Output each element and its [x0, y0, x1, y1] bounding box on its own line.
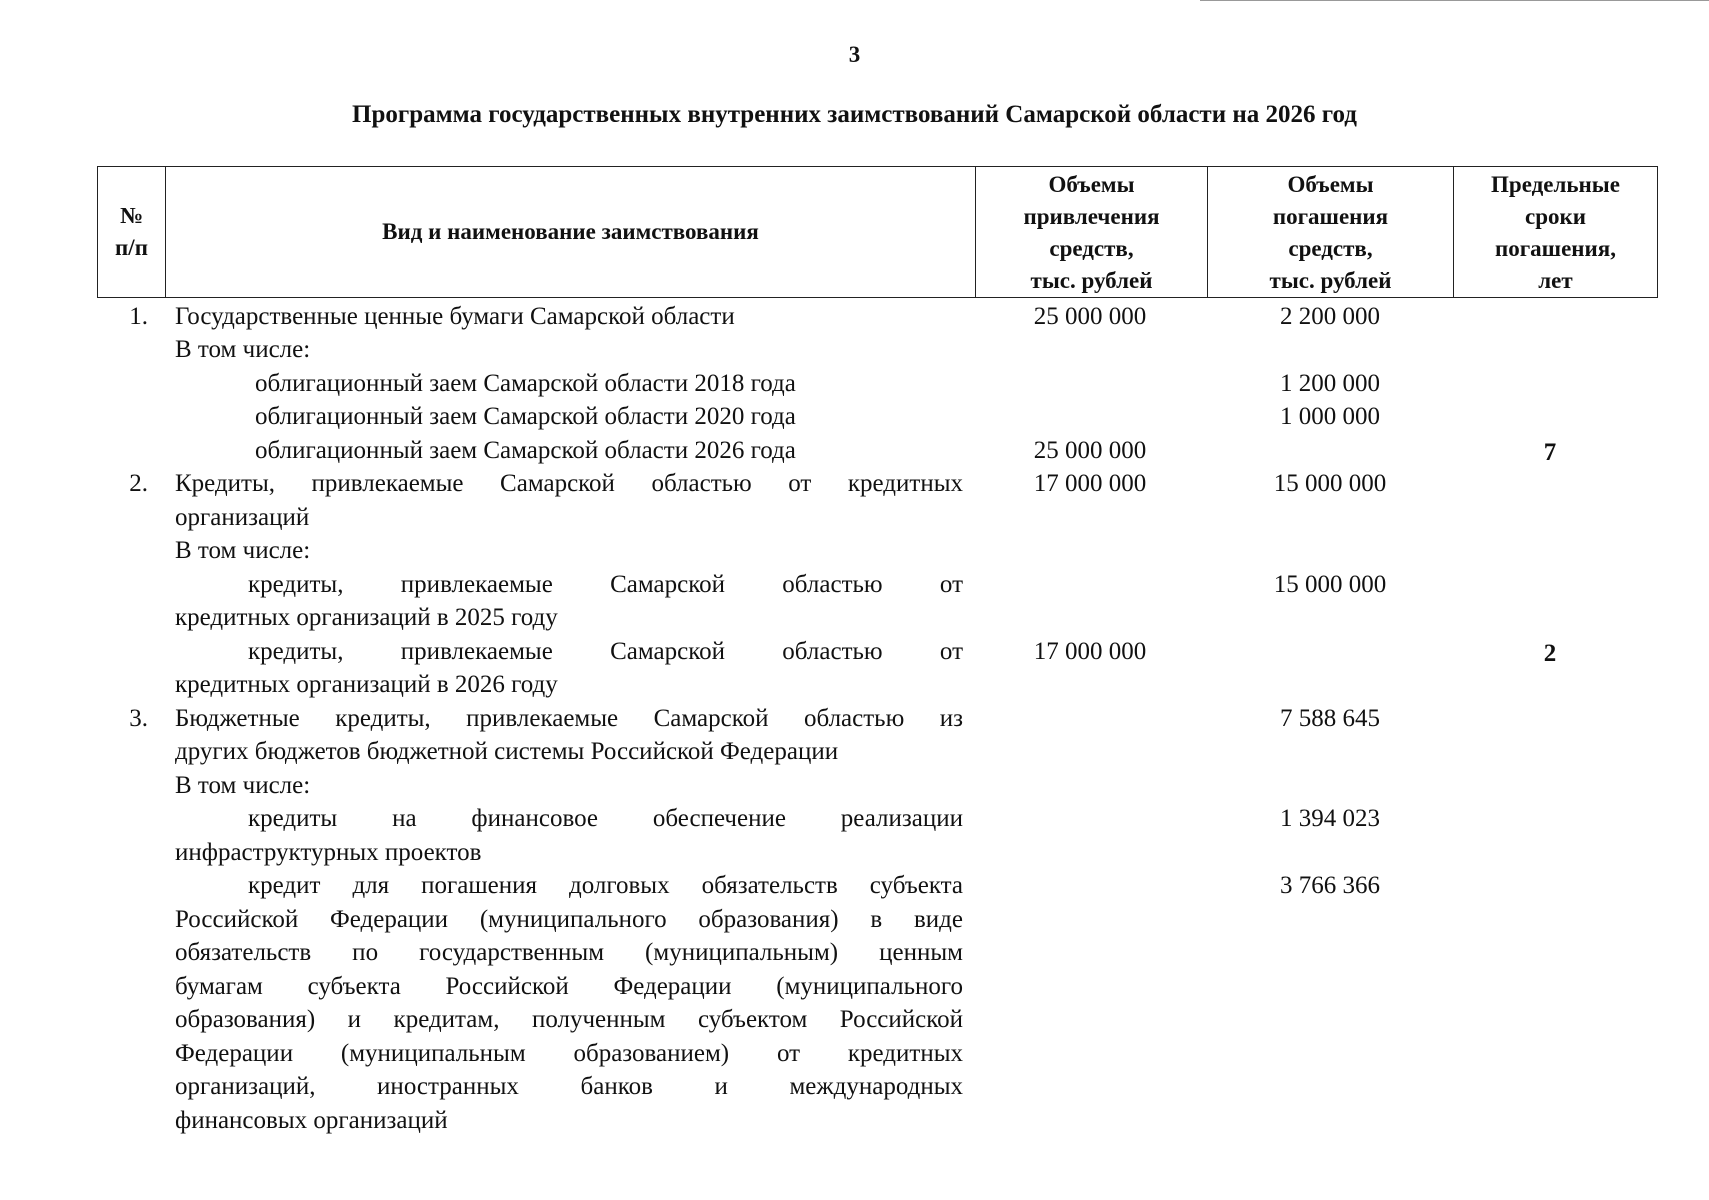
- row-text-cont: Российской Федерации (муниципального образования) в виде: [175, 906, 963, 933]
- row-number: 2.: [129, 470, 148, 497]
- repay-value: 2 200 000: [1280, 303, 1380, 330]
- row-text-cont: финансовых организаций: [175, 1107, 448, 1134]
- raise-value: 25 000 000: [1033, 303, 1147, 330]
- row-text-cont: организаций, иностранных банков и международных: [175, 1073, 963, 1100]
- row-text: Государственные ценные бумаги Самарской области: [175, 303, 735, 330]
- term-value: 2: [1543, 640, 1557, 667]
- row-text-cont: кредитных организаций в 2025 году: [175, 604, 558, 631]
- row-text: облигационный заем Самарской области 2020 года: [255, 403, 796, 430]
- header-repay: Объемы погашения средств, тыс. рублей: [1208, 167, 1454, 298]
- page-number: 3: [848, 42, 861, 67]
- raise-value: 17 000 000: [1033, 638, 1147, 665]
- including-label: В том числе:: [175, 336, 311, 363]
- header-name: Вид и наименование заимствования: [166, 167, 976, 298]
- row-text: кредиты, привлекаемые Самарской областью от: [248, 638, 963, 665]
- including-label: В том числе:: [175, 537, 311, 564]
- repay-value: 15 000 000: [1273, 571, 1387, 598]
- row-text-cont: кредитных организаций в 2026 году: [175, 671, 558, 698]
- row-text-cont: других бюджетов бюджетной системы Российской Федерации: [175, 738, 839, 765]
- row-text-cont: инфраструктурных проектов: [175, 839, 482, 866]
- term-value: 7: [1543, 439, 1557, 466]
- header-term: Предельные сроки погашения, лет: [1454, 167, 1658, 298]
- header-raise: Объемы привлечения средств, тыс. рублей: [976, 167, 1208, 298]
- repay-value: 3 766 366: [1280, 872, 1380, 899]
- scan-edge-line: [1200, 0, 1709, 3]
- table-header: [97, 166, 1658, 298]
- row-text-cont: образования) и кредитам, полученным субъектом Российской: [175, 1006, 963, 1033]
- including-label: В том числе:: [175, 772, 311, 799]
- row-number: 3.: [129, 705, 148, 732]
- raise-value: 25 000 000: [1033, 437, 1147, 464]
- row-text: облигационный заем Самарской области 2026 года: [255, 437, 796, 464]
- row-text-cont: Федерации (муниципальным образованием) от кредитных: [175, 1040, 963, 1067]
- repay-value: 15 000 000: [1273, 470, 1387, 497]
- header-number: № п/п: [98, 167, 166, 298]
- repay-value: 7 588 645: [1280, 705, 1380, 732]
- repay-value: 1 000 000: [1280, 403, 1380, 430]
- row-text-cont: бумагам субъекта Российской Федерации (муниципального: [175, 973, 963, 1000]
- row-number: 1.: [129, 303, 148, 330]
- row-text: кредиты на финансовое обеспечение реализации: [248, 805, 963, 832]
- row-text: Бюджетные кредиты, привлекаемые Самарской областью из: [175, 705, 963, 732]
- row-text-cont: обязательств по государственным (муниципальным) ценным: [175, 939, 963, 966]
- row-text: облигационный заем Самарской области 2018 года: [255, 370, 796, 397]
- repay-value: 1 200 000: [1280, 370, 1380, 397]
- raise-value: 17 000 000: [1033, 470, 1147, 497]
- repay-value: 1 394 023: [1280, 805, 1380, 832]
- page-title: Программа государственных внутренних заимствований Самарской области на 2026 год: [352, 101, 1357, 128]
- row-text: кредиты, привлекаемые Самарской областью от: [248, 571, 963, 598]
- row-text-cont: организаций: [175, 504, 310, 531]
- row-text: кредит для погашения долговых обязательств субъекта: [248, 872, 963, 899]
- row-text: Кредиты, привлекаемые Самарской областью от кредитных: [175, 470, 963, 497]
